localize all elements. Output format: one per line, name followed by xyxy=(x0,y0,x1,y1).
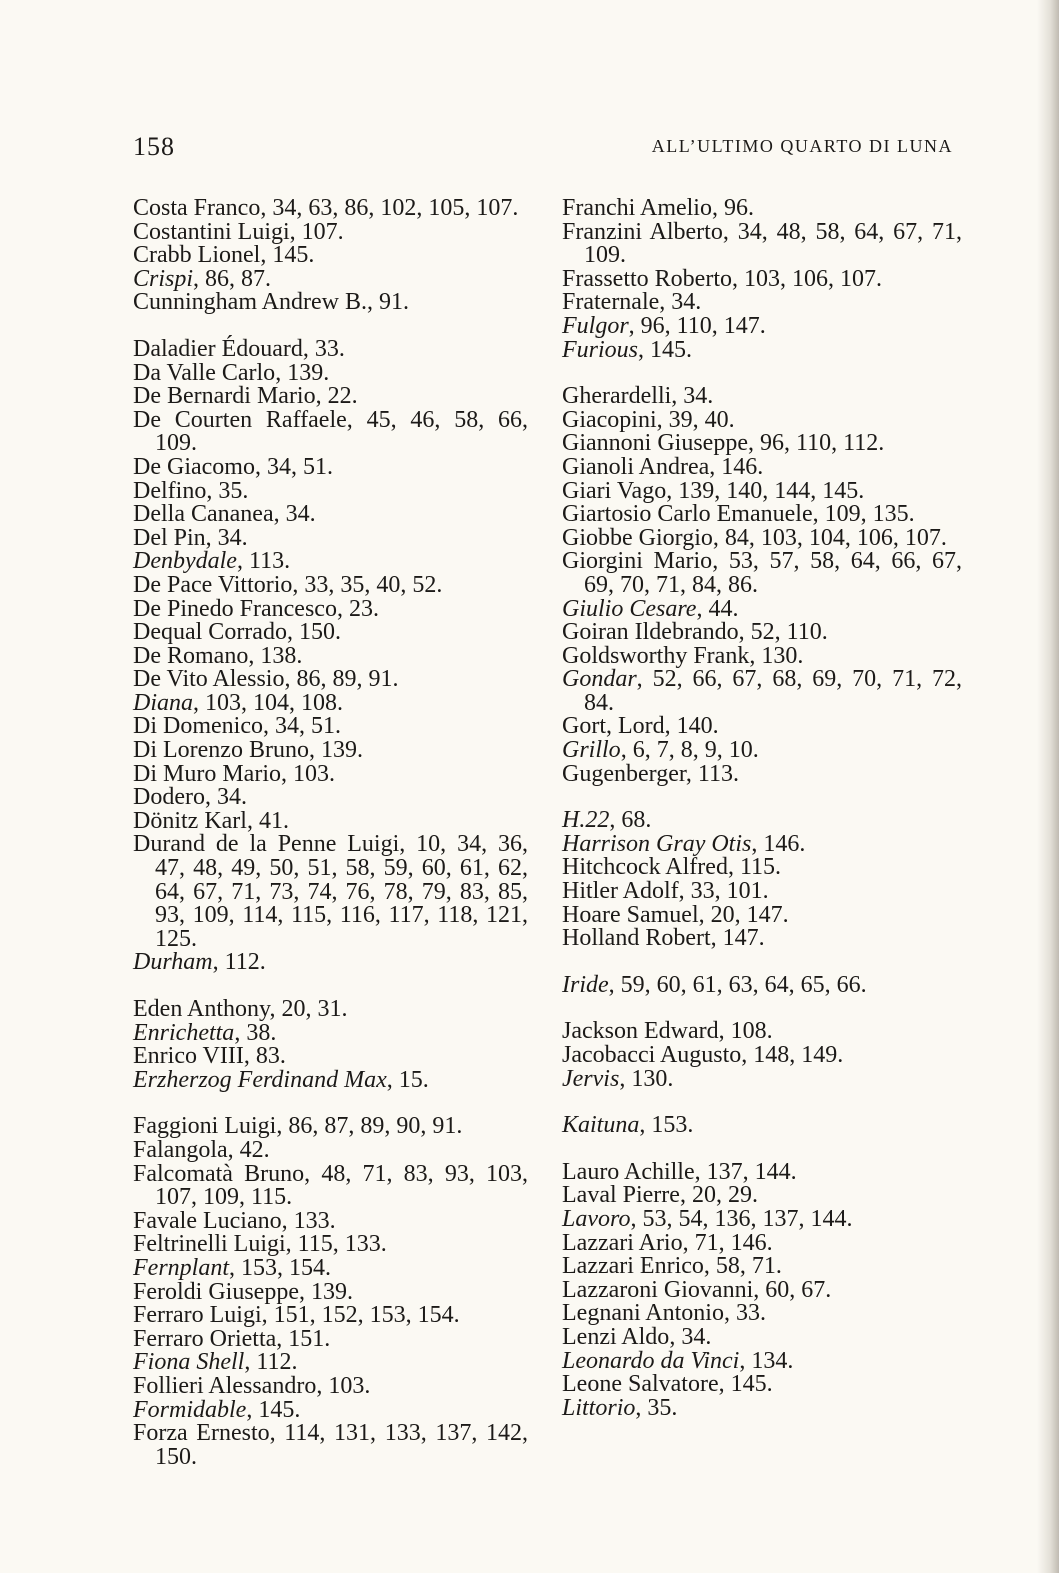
index-entry: Dönitz Karl, 41. xyxy=(133,807,289,834)
entry-pages: 146. xyxy=(721,453,764,480)
entry-pages: 96. xyxy=(723,195,754,221)
index-entry: Follieri Alessandro, 103. xyxy=(133,1372,371,1399)
entry-name: Lazzaroni Giovanni xyxy=(562,1276,754,1303)
index-entry: Franchi Amelio, 96. xyxy=(562,195,754,221)
index-entry: Fulgor, 96, 110, 147. xyxy=(562,312,766,339)
letter-group-gap xyxy=(562,1138,962,1161)
entry-pages: 22. xyxy=(327,383,358,410)
entry-name: Iride xyxy=(562,971,609,998)
entry-pages: 34. xyxy=(285,501,316,528)
entry-pages: 147. xyxy=(722,925,765,952)
index-entry: Hoare Samuel, 20, 147. xyxy=(562,901,789,928)
entry-name: Follieri Alessandro xyxy=(133,1372,317,1399)
entry-name: Giorgini Mario xyxy=(562,548,713,575)
index-entry: Lazzari Enrico, 58, 71. xyxy=(562,1253,782,1280)
index-entry: Diana, 103, 104, 108. xyxy=(133,689,343,716)
entry-pages: 115. xyxy=(739,854,782,881)
entry-name: Dönitz Karl xyxy=(133,807,247,834)
index-entry: Jacobacci Augusto, 148, 149. xyxy=(562,1042,844,1068)
entry-name: Enrichetta xyxy=(133,1019,235,1046)
entry-name: Denbydale xyxy=(133,548,237,575)
index-entry: Durand de la Penne Luigi, 10, 34, 36, 47, 48, 49, 50, 51, 58, 59, 60, 61, 62, 64, 67, 71, 73, 74, 76, 78, 79, 83, 85, 93, 109, 114, 115, 116, 117, 118, 121, 125. xyxy=(133,831,528,952)
index-entry: Cunningham Andrew B., 91. xyxy=(133,289,409,316)
index-entry: Costantini Luigi, 107. xyxy=(133,218,344,245)
entry-pages: 139, 140, 144, 145. xyxy=(678,477,865,504)
entry-name: Kaituna xyxy=(562,1112,640,1139)
entry-name: Hitchcock Alfred xyxy=(562,854,728,881)
entry-pages: 112. xyxy=(256,1349,298,1376)
entry-pages: 86, 87, 89, 90, 91. xyxy=(288,1113,463,1140)
entry-name: Gherardelli xyxy=(562,383,672,410)
entry-name: Dodero xyxy=(133,784,205,811)
entry-name: Feltrinelli Luigi xyxy=(133,1231,286,1258)
entry-pages: 139. xyxy=(310,1278,353,1305)
letter-group-gap xyxy=(562,362,962,385)
entry-name: Formidable xyxy=(133,1396,247,1423)
entry-pages: 34, 63, 86, 102, 105, 107. xyxy=(272,195,519,221)
index-entry: Fiona Shell, 112. xyxy=(133,1349,298,1376)
entry-name: Da Valle Carlo xyxy=(133,359,276,386)
index-entry: Hitchcock Alfred, 115. xyxy=(562,854,782,881)
index-entry: Di Muro Mario, 103. xyxy=(133,760,335,787)
index-entry: Jervis, 130. xyxy=(562,1065,674,1092)
entry-name: De Bernardi Mario xyxy=(133,383,316,410)
entry-name: De Courten Raffaele xyxy=(133,406,347,433)
entry-name: Hitler Adolf xyxy=(562,878,679,905)
index-entry: Lauro Achille, 137, 144. xyxy=(562,1158,797,1185)
entry-name: Lavoro xyxy=(562,1205,631,1232)
entry-pages: 113. xyxy=(697,760,739,787)
index-entry: Giulio Cesare, 44. xyxy=(562,595,739,622)
entry-name: Gugenberger xyxy=(562,760,686,787)
page-header xyxy=(133,132,953,172)
entry-pages: 114, 131, 133, 137, 142, 150. xyxy=(155,1420,529,1470)
index-entry: Faggioni Luigi, 86, 87, 89, 90, 91. xyxy=(133,1113,463,1140)
index-entry: Crabb Lionel, 145. xyxy=(133,242,315,269)
entry-name: Frassetto Roberto xyxy=(562,265,732,292)
entry-name: Durham xyxy=(133,949,213,976)
entry-pages: 130. xyxy=(761,642,804,669)
entry-name: Eden Anthony xyxy=(133,996,270,1022)
entry-name: Leone Salvatore xyxy=(562,1371,719,1398)
entry-pages: 44. xyxy=(708,595,739,622)
letter-group-gap xyxy=(133,315,528,338)
index-entry: Dodero, 34. xyxy=(133,784,247,811)
entry-pages: 113. xyxy=(248,548,291,575)
entry-name: Di Lorenzo Bruno xyxy=(133,737,309,764)
entry-name: Durand de la Penne Luigi xyxy=(133,831,400,858)
entry-name: Faggioni Luigi xyxy=(133,1113,277,1140)
letter-group-gap xyxy=(562,786,962,809)
index-entry: Giartosio Carlo Emanuele, 109, 135. xyxy=(562,501,915,528)
index-entry: Lavoro, 53, 54, 136, 137, 144. xyxy=(562,1205,853,1232)
entry-name: Giulio Cesare xyxy=(562,595,697,622)
entry-pages: 35. xyxy=(647,1394,678,1421)
index-entry: Ferraro Luigi, 151, 152, 153, 154. xyxy=(133,1302,460,1329)
entry-pages: 103. xyxy=(292,760,335,787)
entry-pages: 145. xyxy=(730,1371,773,1398)
index-entry: Giannoni Giuseppe, 96, 110, 112. xyxy=(562,430,885,457)
entry-name: Lazzari Ario xyxy=(562,1229,683,1256)
entry-pages: 112. xyxy=(224,949,266,976)
index-entry: Gugenberger, 113. xyxy=(562,760,739,787)
entry-name: Holland Robert xyxy=(562,925,711,952)
entry-name: Littorio xyxy=(562,1394,636,1421)
index-entry: Harrison Gray Otis, 146. xyxy=(562,830,806,857)
entry-pages: 34. xyxy=(216,784,247,811)
entry-name: Delfino xyxy=(133,477,207,504)
entry-pages: 59, 60, 61, 63, 64, 65, 66. xyxy=(620,971,867,998)
entry-name: Franzini Alberto xyxy=(562,218,723,245)
index-entry: Hitler Adolf, 33, 101. xyxy=(562,878,769,905)
entry-pages: 140. xyxy=(676,713,719,740)
entry-pages: 20, 29. xyxy=(691,1182,758,1209)
entry-name: Giannoni Giuseppe xyxy=(562,430,748,457)
entry-name: Enrico VIII xyxy=(133,1043,244,1070)
index-entry: Leone Salvatore, 145. xyxy=(562,1371,773,1398)
index-entry: Giorgini Mario, 53, 57, 58, 64, 66, 67, 69, 70, 71, 84, 86. xyxy=(562,548,963,598)
entry-pages: 153, 154. xyxy=(241,1254,331,1281)
entry-pages: 103. xyxy=(328,1372,371,1399)
index-entry: Jackson Edward, 108. xyxy=(562,1018,773,1045)
entry-pages: 108. xyxy=(730,1018,773,1045)
entry-name: Jervis xyxy=(562,1065,620,1092)
entry-name: Leonardo da Vinci xyxy=(562,1347,740,1374)
index-entry: Giacopini, 39, 40. xyxy=(562,406,735,433)
index-entry: Grillo, 6, 7, 8, 9, 10. xyxy=(562,737,759,764)
entry-pages: 103, 106, 107. xyxy=(743,265,882,292)
entry-name: Giobbe Giorgio xyxy=(562,524,713,551)
entry-pages: 6, 7, 8, 9, 10. xyxy=(632,737,759,764)
entry-name: Costa Franco xyxy=(133,195,261,221)
entry-name: De Pinedo Francesco xyxy=(133,595,337,622)
index-entry: Holland Robert, 147. xyxy=(562,925,765,952)
index-entry: Gianoli Andrea, 146. xyxy=(562,453,764,480)
entry-pages: 35. xyxy=(218,477,249,504)
entry-name: H.22 xyxy=(562,807,610,834)
index-entry: Fraternale, 34. xyxy=(562,289,702,316)
entry-pages: 139. xyxy=(320,737,363,764)
entry-pages: 86, 87. xyxy=(205,265,272,292)
entry-name: Cunningham Andrew B. xyxy=(133,289,367,316)
index-entry: Delfino, 35. xyxy=(133,477,249,504)
entry-name: Forza Ernesto xyxy=(133,1420,270,1447)
index-column-left xyxy=(133,197,528,1469)
entry-pages: 115, 133. xyxy=(297,1231,387,1258)
entry-pages: 145. xyxy=(272,242,315,269)
index-entry: Laval Pierre, 20, 29. xyxy=(562,1182,758,1209)
entry-pages: 133. xyxy=(293,1207,336,1234)
entry-name: Di Muro Mario xyxy=(133,760,281,787)
entry-pages: 134. xyxy=(751,1347,794,1374)
entry-name: De Vito Alessio xyxy=(133,666,285,693)
page-edge-shadow xyxy=(1037,0,1059,1573)
index-entry: H.22, 68. xyxy=(562,807,652,834)
entry-pages: 148, 149. xyxy=(753,1042,844,1068)
index-entry: De Pinedo Francesco, 23. xyxy=(133,595,379,622)
letter-group-gap xyxy=(133,975,528,998)
entry-name: Hoare Samuel xyxy=(562,901,699,928)
index-entry: De Pace Vittorio, 33, 35, 40, 52. xyxy=(133,571,443,598)
entry-name: Giacopini xyxy=(562,406,657,433)
index-entry: Formidable, 145. xyxy=(133,1396,301,1423)
entry-name: Fernplant xyxy=(133,1254,229,1281)
entry-name: Furious xyxy=(562,336,639,363)
entry-name: Franchi Amelio xyxy=(562,195,712,221)
index-entry: Enrichetta, 38. xyxy=(133,1019,277,1046)
entry-pages: 103, 104, 108. xyxy=(205,689,343,716)
entry-name: Goiran Ildebrando xyxy=(562,619,739,646)
entry-pages: 45, 46, 58, 66, 109. xyxy=(155,406,529,457)
index-entry: Della Cananea, 34. xyxy=(133,501,316,528)
entry-pages: 150. xyxy=(298,619,341,646)
entry-name: De Giacomo xyxy=(133,453,255,480)
index-entry: Erzherzog Ferdinand Max, 15. xyxy=(133,1066,429,1093)
entry-name: Daladier Édouard xyxy=(133,335,303,362)
entry-pages: 145. xyxy=(650,336,693,363)
index-entry: De Romano, 138. xyxy=(133,642,303,669)
entry-pages: 151. xyxy=(288,1325,331,1352)
index-entry: Daladier Édouard, 33. xyxy=(133,335,345,362)
index-entry: Falangola, 42. xyxy=(133,1136,270,1163)
entry-name: Crispi xyxy=(133,265,194,292)
entry-name: Giartosio Carlo Emanuele xyxy=(562,501,813,528)
entry-name: Del Pin xyxy=(133,524,206,551)
index-entry: Eden Anthony, 20, 31. xyxy=(133,996,348,1022)
index-entry: Iride, 59, 60, 61, 63, 64, 65, 66. xyxy=(562,971,867,998)
index-entry: Gort, Lord, 140. xyxy=(562,713,719,740)
entry-pages: 34. xyxy=(681,1323,712,1350)
entry-name: Laval Pierre xyxy=(562,1182,680,1209)
index-entry: Littorio, 35. xyxy=(562,1394,678,1421)
entry-pages: 130. xyxy=(631,1065,674,1092)
entry-name: Erzherzog Ferdinand Max xyxy=(133,1066,387,1093)
index-entry: Franzini Alberto, 34, 48, 58, 64, 67, 71, 109. xyxy=(562,218,963,269)
index-entry: De Courten Raffaele, 45, 46, 58, 66, 109. xyxy=(133,406,529,457)
entry-name: Jacobacci Augusto xyxy=(562,1042,742,1068)
entry-pages: 146. xyxy=(763,830,806,857)
index-entry: Fernplant, 153, 154. xyxy=(133,1254,331,1281)
index-entry: Favale Luciano, 133. xyxy=(133,1207,336,1234)
entry-name: Goldsworthy Frank xyxy=(562,642,750,669)
entry-pages: 58, 71. xyxy=(715,1253,782,1280)
index-entry: De Giacomo, 34, 51. xyxy=(133,453,333,480)
entry-pages: 34. xyxy=(217,524,248,551)
entry-name: Diana xyxy=(133,689,193,716)
entry-pages: 84, 103, 104, 106, 107. xyxy=(724,524,947,551)
index-entry: Durham, 112. xyxy=(133,949,266,976)
index-entry: Feroldi Giuseppe, 139. xyxy=(133,1278,353,1305)
entry-pages: 68. xyxy=(621,807,652,834)
entry-name: De Romano xyxy=(133,642,249,669)
entry-pages: 53, 54, 136, 137, 144. xyxy=(642,1205,853,1232)
entry-name: Dequal Corrado xyxy=(133,619,287,646)
entry-name: Crabb Lionel xyxy=(133,242,261,269)
index-entry: Lazzari Ario, 71, 146. xyxy=(562,1229,773,1256)
index-entry: Kaituna, 153. xyxy=(562,1112,694,1139)
entry-pages: 145. xyxy=(258,1396,301,1423)
entry-pages: 23. xyxy=(348,595,379,622)
entry-name: Falangola xyxy=(133,1136,228,1163)
entry-pages: 48, 71, 83, 93, 103, 107, 109, 115. xyxy=(155,1160,528,1211)
index-entry: Frassetto Roberto, 103, 106, 107. xyxy=(562,265,882,292)
entry-name: Costantini Luigi xyxy=(133,218,290,245)
entry-name: Legnani Antonio xyxy=(562,1300,724,1327)
letter-group-gap xyxy=(562,997,962,1020)
entry-name: Ferraro Luigi xyxy=(133,1302,262,1329)
index-entry: Goiran Ildebrando, 52, 110. xyxy=(562,619,828,646)
entry-name: Feroldi Giuseppe xyxy=(133,1278,299,1305)
entry-pages: 38. xyxy=(246,1019,277,1046)
entry-pages: 86, 89, 91. xyxy=(296,666,399,693)
entry-pages: 34, 51. xyxy=(266,453,333,480)
page-number: 158 xyxy=(133,132,175,161)
entry-pages: 139. xyxy=(287,359,330,386)
entry-pages: 53, 57, 58, 64, 66, 67, 69, 70, 71, 84, 86. xyxy=(584,548,963,598)
entry-name: Jackson Edward xyxy=(562,1018,719,1045)
entry-pages: 71, 146. xyxy=(694,1229,773,1256)
entry-name: Gianoli Andrea xyxy=(562,453,710,480)
entry-pages: 34. xyxy=(671,289,702,316)
running-title: ALL’ULTIMO QUARTO DI LUNA xyxy=(651,136,953,156)
entry-name: Giari Vago xyxy=(562,477,667,504)
index-entry: Di Lorenzo Bruno, 139. xyxy=(133,737,363,764)
entry-name: Gondar xyxy=(562,666,637,693)
index-entry: Costa Franco, 34, 63, 86, 102, 105, 107. xyxy=(133,195,519,221)
index-column-right xyxy=(562,197,962,1420)
entry-pages: 151, 152, 153, 154. xyxy=(273,1302,460,1329)
entry-pages: 52, 66, 67, 68, 69, 70, 71, 72, 84. xyxy=(584,666,963,716)
entry-name: Lenzi Aldo xyxy=(562,1323,670,1350)
entry-pages: 96, 110, 147. xyxy=(640,312,766,339)
index-entry: Da Valle Carlo, 139. xyxy=(133,359,330,386)
entry-pages: 33. xyxy=(314,335,345,362)
entry-name: Fiona Shell xyxy=(133,1349,245,1376)
index-entry: Dequal Corrado, 150. xyxy=(133,619,341,646)
entry-pages: 153. xyxy=(651,1112,694,1139)
entry-name: Gort, Lord xyxy=(562,713,665,740)
entry-name: Harrison Gray Otis xyxy=(562,830,752,857)
entry-pages: 60, 67. xyxy=(765,1276,832,1303)
entry-pages: 39, 40. xyxy=(668,406,735,433)
letter-group-gap xyxy=(562,951,962,974)
entry-pages: 83. xyxy=(255,1043,286,1070)
index-entry: Ferraro Orietta, 151. xyxy=(133,1325,331,1352)
index-entry: Giari Vago, 139, 140, 144, 145. xyxy=(562,477,865,504)
entry-name: De Pace Vittorio xyxy=(133,571,293,598)
entry-name: Fulgor xyxy=(562,312,629,339)
index-entry: Lenzi Aldo, 34. xyxy=(562,1323,712,1350)
index-entry: Denbydale, 113. xyxy=(133,548,291,575)
entry-pages: 107. xyxy=(301,218,344,245)
index-entry: De Vito Alessio, 86, 89, 91. xyxy=(133,666,399,693)
index-entry: Di Domenico, 34, 51. xyxy=(133,713,341,740)
entry-pages: 33. xyxy=(735,1300,766,1327)
entry-pages: 42. xyxy=(239,1136,270,1163)
entry-pages: 34. xyxy=(683,383,714,410)
index-entry: Gondar, 52, 66, 67, 68, 69, 70, 71, 72, 84. xyxy=(562,666,963,716)
entry-pages: 41. xyxy=(258,807,289,834)
index-entry: Feltrinelli Luigi, 115, 133. xyxy=(133,1231,387,1258)
entry-name: Lauro Achille xyxy=(562,1158,695,1185)
index-entry: Forza Ernesto, 114, 131, 133, 137, 142, 150. xyxy=(133,1420,529,1470)
index-entry: De Bernardi Mario, 22. xyxy=(133,383,358,410)
entry-pages: 20, 147. xyxy=(710,901,789,928)
letter-group-gap xyxy=(562,1091,962,1114)
entry-name: Di Domenico xyxy=(133,713,263,740)
index-entry: Lazzaroni Giovanni, 60, 67. xyxy=(562,1276,832,1303)
entry-pages: 52, 110. xyxy=(750,619,828,646)
entry-name: Grillo xyxy=(562,737,621,764)
entry-pages: 15. xyxy=(398,1066,429,1093)
entry-pages: 109, 135. xyxy=(824,501,915,528)
index-entry: Leonardo da Vinci, 134. xyxy=(562,1347,794,1374)
index-entry: Legnani Antonio, 33. xyxy=(562,1300,766,1327)
index-entry: Giobbe Giorgio, 84, 103, 104, 106, 107. xyxy=(562,524,947,551)
entry-pages: 20, 31. xyxy=(281,996,348,1022)
entry-pages: 34, 51. xyxy=(274,713,341,740)
entry-name: Fraternale xyxy=(562,289,660,316)
entry-name: Della Cananea xyxy=(133,501,274,528)
index-entry: Del Pin, 34. xyxy=(133,524,248,551)
entry-pages: 33, 35, 40, 52. xyxy=(304,571,443,598)
entry-name: Falcomatà Bruno xyxy=(133,1160,305,1187)
entry-name: Lazzari Enrico xyxy=(562,1253,704,1280)
index-entry: Falcomatà Bruno, 48, 71, 83, 93, 103, 107, 109, 115. xyxy=(133,1160,528,1211)
index-entry: Furious, 145. xyxy=(562,336,693,363)
entry-pages: 138. xyxy=(260,642,303,669)
index-entry: Enrico VIII, 83. xyxy=(133,1043,286,1070)
letter-group-gap xyxy=(133,1092,528,1115)
index-entry: Goldsworthy Frank, 130. xyxy=(562,642,804,669)
entry-pages: 10, 34, 36, 47, 48, 49, 50, 51, 58, 59, 60, 61, 62, 64, 67, 71, 73, 74, 76, 78, 79, 83, 85, 93, 109, 114, 115, 116, 117, 118, 121, 125. xyxy=(155,831,528,952)
entry-pages: 33, 101. xyxy=(690,878,769,905)
entry-name: Ferraro Orietta xyxy=(133,1325,277,1352)
entry-pages: 137, 144. xyxy=(706,1158,797,1185)
index-entry: Gherardelli, 34. xyxy=(562,383,714,410)
entry-pages: 34, 48, 58, 64, 67, 71, 109. xyxy=(584,218,963,269)
entry-pages: 91. xyxy=(379,289,409,316)
entry-pages: 96, 110, 112. xyxy=(759,430,885,457)
index-entry: Crispi, 86, 87. xyxy=(133,265,272,292)
entry-name: Favale Luciano xyxy=(133,1207,282,1234)
